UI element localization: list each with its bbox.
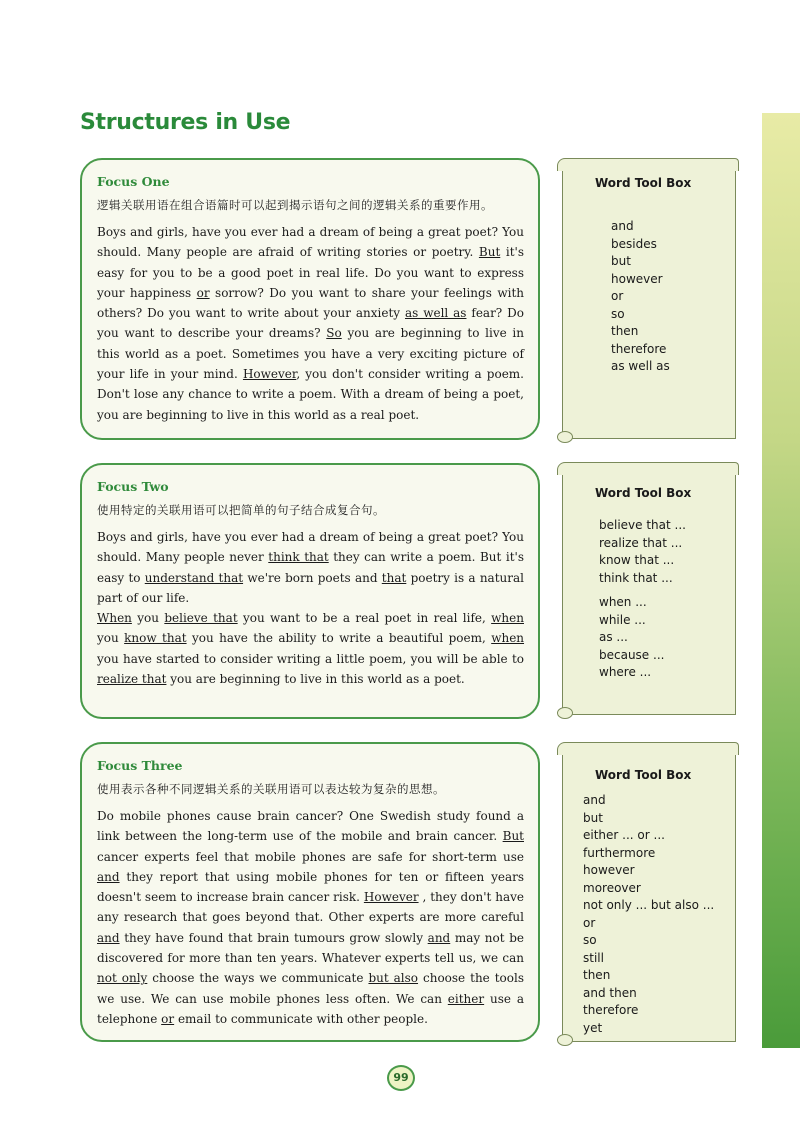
text-run: they report that using mobile phones for ten or fifteen years doesn't seem to increase brain cancer risk. [97,869,524,905]
connector-word: think that [268,550,329,565]
connector-word: or [196,285,210,300]
word-list-item: besides [611,236,657,251]
text-run: you want to be a real poet in real life, [237,611,492,626]
connector-word: not only [97,971,148,986]
word-tool-box-title: Word Tool Box [595,768,692,782]
text-run: , they don't have any research that goes beyond that. Other experts are more careful [97,890,524,925]
word-list-item: and [611,219,634,233]
text-run: fear? Do you want to describe your dreams? [97,306,524,341]
connector-word: But [502,829,524,844]
focus-chinese-note: 逻辑关联用语在组合语篇时可以起到揭示语句之间的逻辑关系的重要作用。 [97,198,493,212]
word-list-item: believe that ... [599,518,686,532]
connector-word: However [242,367,297,382]
text-run: , you don't consider writing a poem. Don't lose any chance to write a poem. With a dream of being a poet, you are beginning to live in this world as a real poet. [97,367,524,422]
word-tool-box-title: Word Tool Box [595,486,692,500]
focus-chinese-note: 使用特定的关联用语可以把简单的句子结合成复合句。 [97,503,385,517]
word-list-item: or [611,289,624,303]
connector-word: and [97,930,120,945]
connector-word: However [363,890,419,905]
word-list-item: yet [583,1020,603,1035]
word-list-item: therefore [611,341,667,356]
word-list-item: when ... [599,595,647,609]
focus-heading: Focus Two [97,479,169,494]
text-run: you have the ability to write a beautiful poem, [186,631,492,646]
focus-heading: Focus Three [97,758,183,773]
word-list-item: however [583,863,635,877]
connector-word: that [381,570,407,585]
word-list-item: furthermore [583,845,656,860]
word-list-item: moreover [583,880,641,895]
text-run: you [97,631,125,646]
word-list-item: think that ... [599,570,673,585]
focus-two-box [80,463,540,719]
connector-word: So [326,326,342,341]
page-title: Structures in Use [80,110,291,135]
word-tool-box-2 [562,465,736,715]
word-list [611,218,735,376]
connector-word: as well as [404,306,467,321]
word-list-item: as ... [599,630,628,644]
word-list-item: but [611,254,631,268]
word-tool-box-3 [562,745,736,1042]
text-run: sorrow? Do you want to share your feelings with others? Do you want to write about your anxiety [97,285,524,321]
word-tool-box-1 [562,161,736,439]
connector-word: when [491,611,524,626]
word-list [583,792,735,1037]
text-run: cancer experts feel that mobile phones are safe for short-term use [97,849,524,864]
word-list-item: still [583,950,604,965]
word-list-item: then [583,968,611,982]
word-list-item: while ... [599,612,646,627]
text-run: choose the tools we use. We can use mobile phones less often. We can [97,971,525,1006]
word-list-item: therefore [583,1003,639,1017]
connector-word: either [447,991,485,1006]
connector-word: and [97,869,120,884]
text-run: we're born poets and [243,570,382,585]
word-list-item: but [583,810,603,825]
word-list-item: because ... [599,647,665,662]
connector-word: but also [368,971,419,986]
word-list-item: where ... [599,665,652,679]
text-run: they can write a poem. But it's easy to [97,550,524,585]
focus-body-text [97,806,524,1029]
word-list-item: however [611,271,663,286]
connector-word: know that [124,631,187,646]
word-list [599,517,735,587]
connector-word: or [161,1011,175,1026]
word-list-item: so [583,933,597,947]
word-list-item: know that ... [599,553,675,567]
text-run: they have found that brain tumours grow slowly [119,930,428,945]
focus-heading: Focus One [97,174,170,189]
connector-word: understand that [144,570,244,585]
connector-word: and [427,930,451,945]
text-run: Boys and girls, have you ever had a dream of being a great poet? You should. Many people are afraid of writing stories or poetry. [97,225,524,260]
text-run: you have started to consider writing a little poem, you will be able to [97,651,524,666]
word-list [599,594,735,682]
side-color-strip [762,113,800,1048]
word-list-item: and then [583,985,637,1000]
word-list-item: so [611,306,625,321]
text-run: may not be discovered for more than ten years. Whatever experts tell us, we can [97,930,524,966]
text-run: use a telephone [97,991,524,1026]
text-run: Boys and girls, have you ever had a dream of being a great poet? You should. Many people never [97,530,524,565]
word-list-item: or [583,915,596,930]
text-run: email to communicate with other people. [174,1011,428,1026]
word-tool-box-title: Word Tool Box [595,176,692,190]
word-list-item: not only ... but also ... [583,898,715,912]
connector-word: When [97,611,132,626]
text-run: Do mobile phones cause brain cancer? One Swedish study found a link between the long-term use of the mobile and brain cancer. [97,809,524,844]
word-list-item: either ... or ... [583,828,665,842]
focus-body-text [97,527,524,689]
word-list-item: realize that ... [599,535,683,550]
text-run: poetry is a natural part of our life. [97,570,524,605]
focus-three-box [80,742,540,1042]
focus-one-box [80,158,540,440]
connector-word: realize that [97,672,167,687]
text-run: it's easy for you to be a good poet in real life. Do you want to express your happiness [97,245,524,300]
text-run: you are beginning to live in this world as a poet. Sometimes you have a very exciting picture of your life in your mind. [97,326,524,382]
connector-word: believe that [164,611,238,626]
connector-word: But [478,245,501,260]
focus-chinese-note: 使用表示各种不同逻辑关系的关联用语可以表达较为复杂的思想。 [97,782,445,796]
text-run: you are beginning to live in this world as a poet. [166,672,465,687]
text-run: you [131,611,165,626]
connector-word: when [491,631,525,646]
text-run: choose the ways we communicate [147,971,369,986]
word-list-item: then [611,324,639,338]
word-list-item: and [583,793,606,807]
page-number: 99 [387,1065,415,1091]
word-list-item: as well as [611,359,670,373]
focus-body-text [97,222,524,425]
